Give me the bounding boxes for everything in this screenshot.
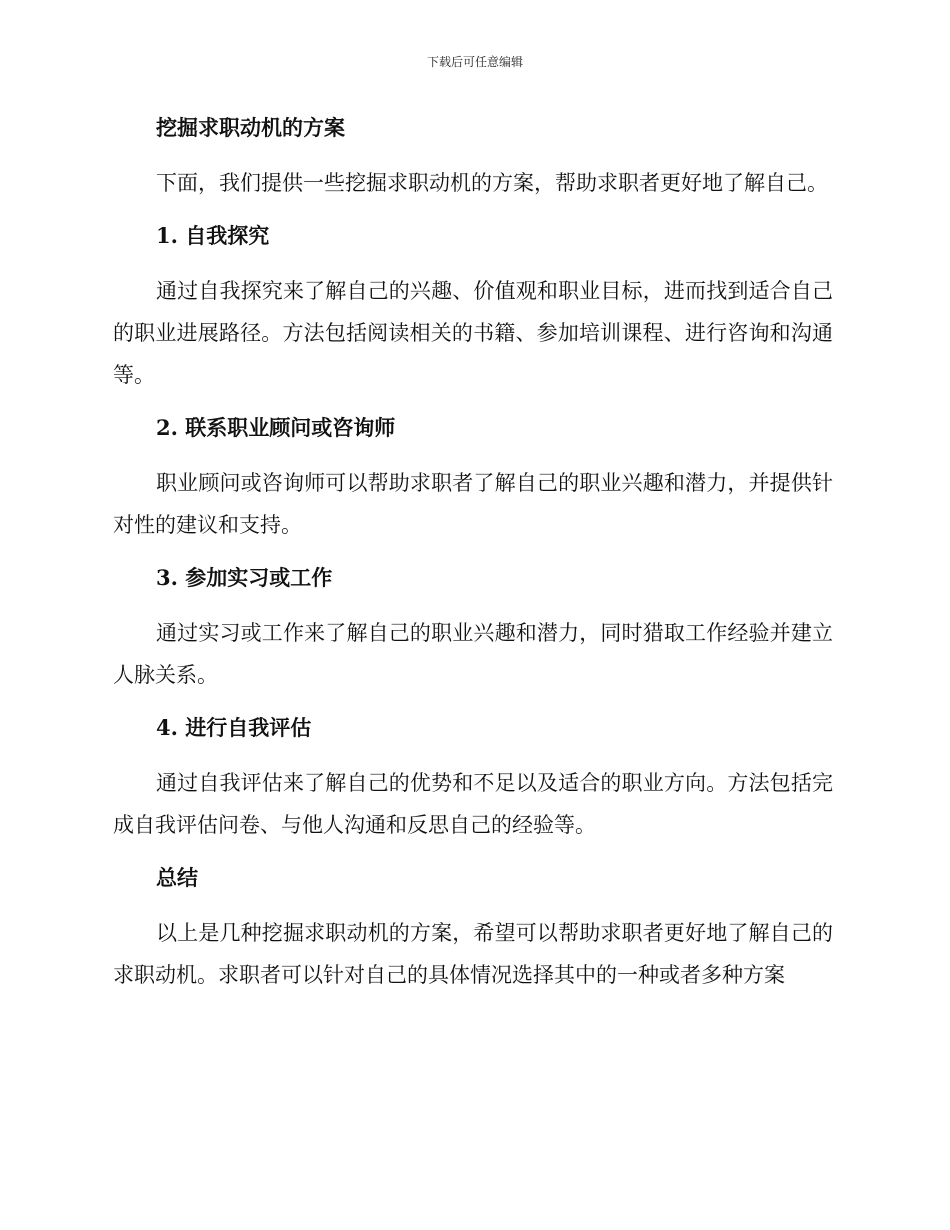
section-heading-internship: 3. 参加实习或工作	[156, 565, 333, 590]
summary-paragraph: 以上是几种挖掘求职动机的方案，希望可以帮助求职者更好地了解自己的求职动机。求职者可以针对自己的具体情况选择其中的一种或者多种方案	[113, 921, 833, 987]
section-heading-self-exploration: 1. 自我探究	[156, 223, 270, 248]
section-body-career-consultant: 职业顾问或咨询师可以帮助求职者了解自己的职业兴趣和潜力，并提供针对性的建议和支持。	[113, 471, 833, 537]
section-body-internship: 通过实习或工作来了解自己的职业兴趣和潜力，同时猎取工作经验并建立人脉关系。	[113, 621, 833, 687]
section-heading-self-assessment: 4. 进行自我评估	[156, 715, 312, 740]
intro-paragraph: 下面，我们提供一些挖掘求职动机的方案，帮助求职者更好地了解自己。	[156, 171, 828, 195]
summary-heading: 总结	[156, 865, 198, 890]
document-title: 挖掘求职动机的方案	[156, 115, 345, 140]
page-header-note: 下载后可任意编辑	[426, 55, 523, 69]
document-body	[113, 108, 833, 996]
section-body-self-assessment: 通过自我评估来了解自己的优势和不足以及适合的职业方向。方法包括完成自我评估问卷、与他人沟通和反思自己的经验等。	[113, 771, 833, 837]
section-heading-career-consultant: 2. 联系职业顾问或咨询师	[156, 415, 396, 440]
section-body-self-exploration: 通过自我探究来了解自己的兴趣、价值观和职业目标，进而找到适合自己的职业进展路径。方法包括阅读相关的书籍、参加培训课程、进行咨询和沟通等。	[113, 279, 833, 387]
